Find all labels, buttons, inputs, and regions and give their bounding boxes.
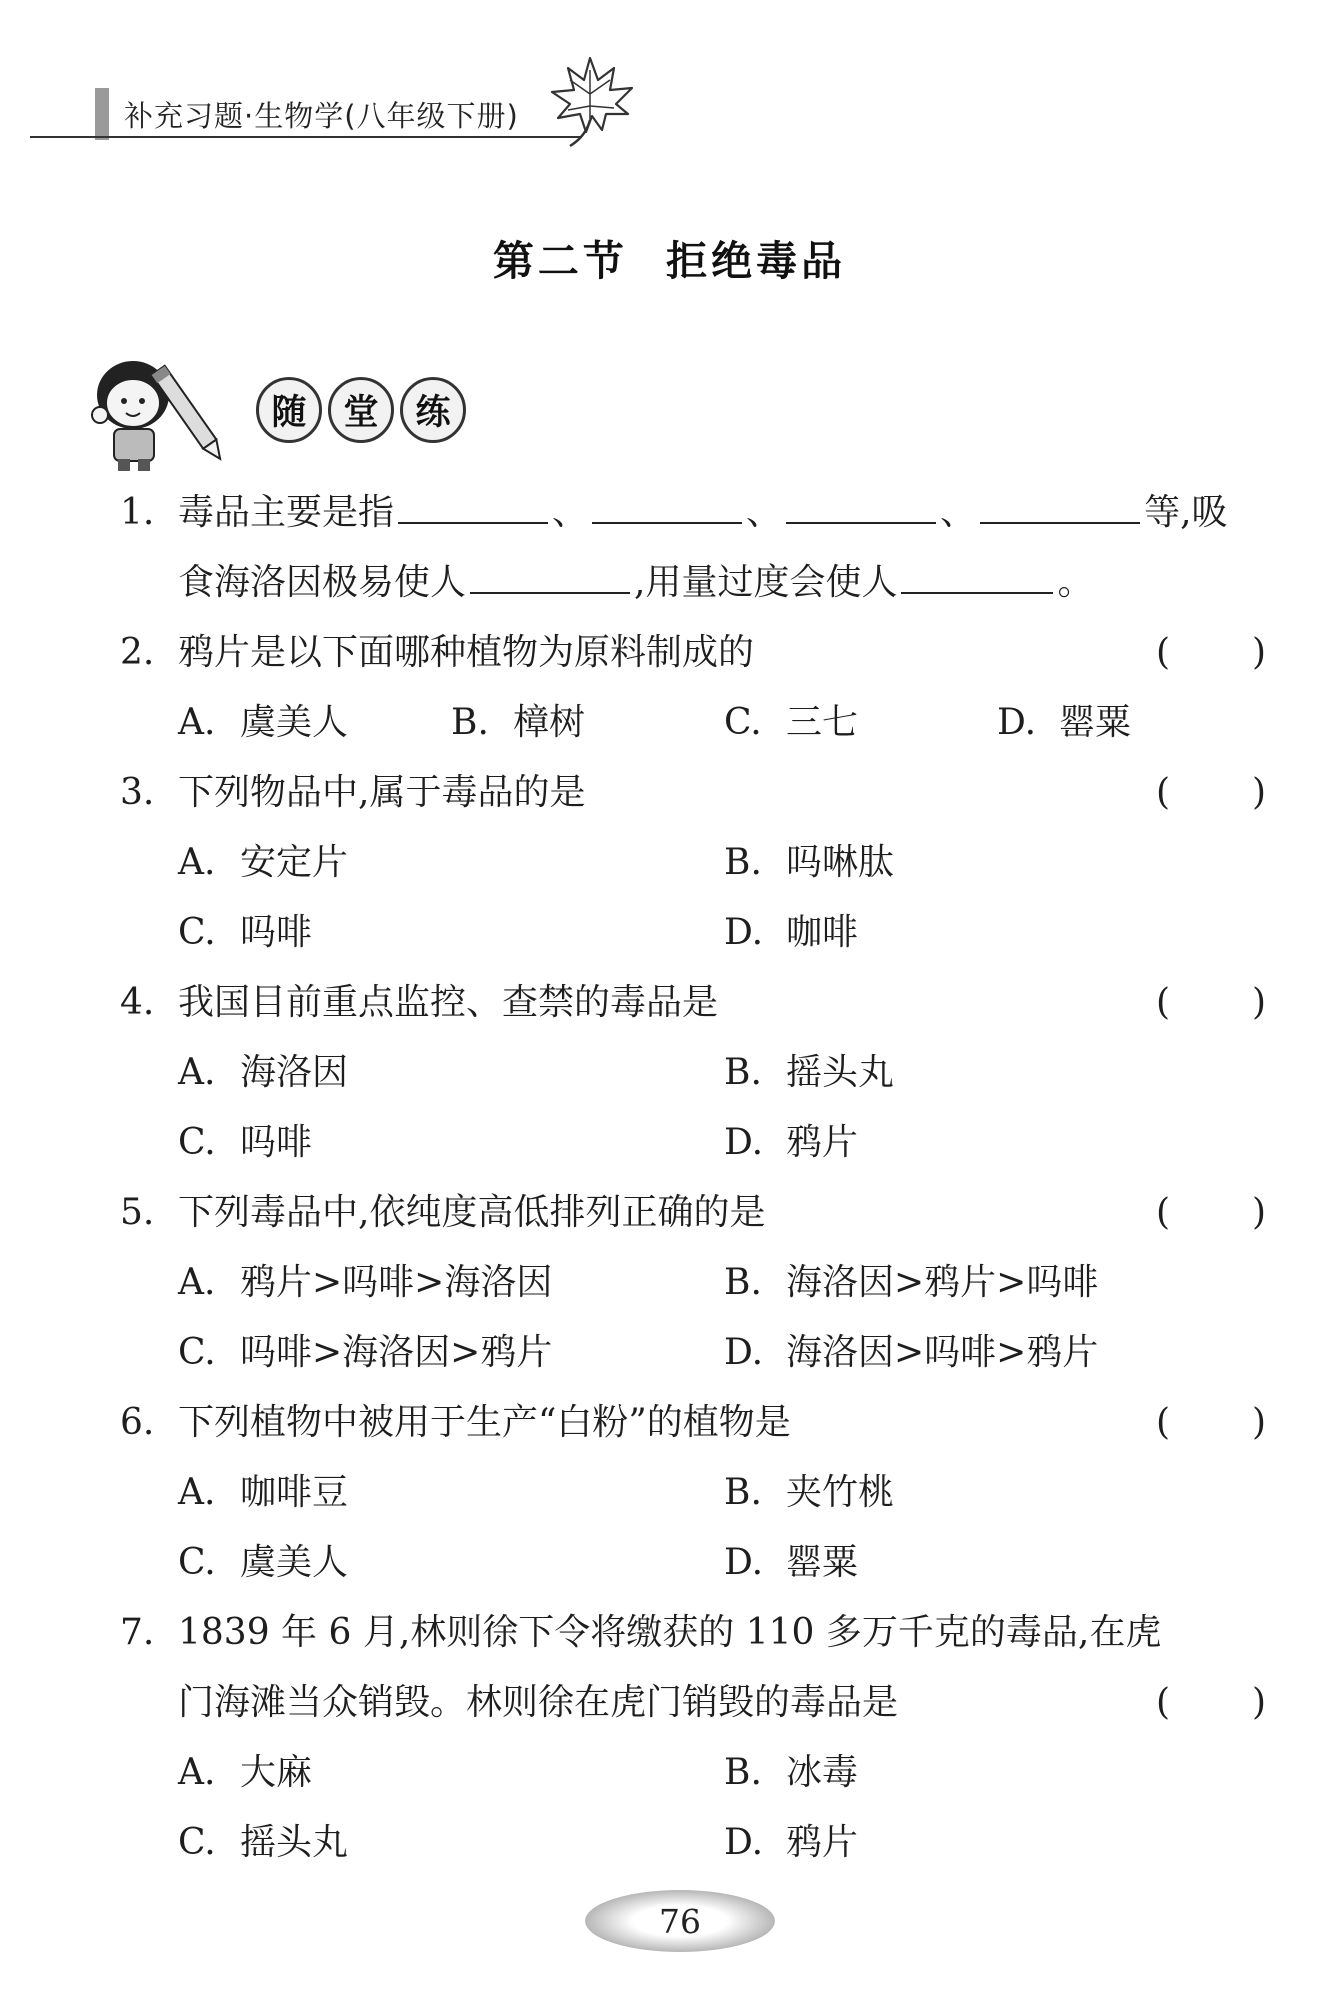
option-text: 安定片 bbox=[240, 842, 349, 883]
option-row bbox=[120, 1528, 1270, 1598]
answer-parentheses[interactable] bbox=[1156, 968, 1270, 1038]
question-text: 下列毒品中,依纯度高低排列正确的是 bbox=[178, 1192, 766, 1233]
answer-blank[interactable] bbox=[470, 552, 630, 594]
option-letter: B. bbox=[451, 702, 489, 743]
question-text: 食海洛因极易使人 bbox=[178, 562, 467, 603]
page-number: 76 bbox=[585, 1890, 775, 1952]
option-b[interactable] bbox=[724, 1458, 1270, 1528]
option-row bbox=[120, 1038, 1270, 1108]
option-text: 咖啡 bbox=[786, 912, 859, 953]
paren-open: ( bbox=[1156, 632, 1171, 673]
option-a[interactable] bbox=[178, 1038, 724, 1108]
question-text: 1839 年 6 月,林则徐下令将缴获的 110 多万千克的毒品,在虎 bbox=[178, 1612, 1162, 1653]
question-number: 2. bbox=[120, 632, 155, 673]
question-7-line-2 bbox=[120, 1668, 1270, 1738]
option-b[interactable] bbox=[724, 1738, 1270, 1808]
answer-parentheses[interactable] bbox=[1156, 758, 1270, 828]
option-text: 鸦片 bbox=[786, 1122, 859, 1163]
option-b[interactable] bbox=[451, 688, 724, 758]
question-number: 3. bbox=[120, 772, 155, 813]
option-text: 虞美人 bbox=[240, 1542, 349, 1583]
question-number: 5. bbox=[120, 1192, 155, 1233]
paren-open: ( bbox=[1156, 1402, 1171, 1443]
option-d[interactable] bbox=[997, 688, 1270, 758]
option-letter: A. bbox=[178, 702, 216, 743]
practice-badge: 练 bbox=[400, 377, 466, 443]
option-d[interactable] bbox=[724, 898, 1270, 968]
header-rule bbox=[30, 136, 582, 138]
option-letter: B. bbox=[724, 1052, 762, 1093]
option-text: 三七 bbox=[786, 702, 859, 743]
option-c[interactable] bbox=[724, 688, 997, 758]
option-letter: D. bbox=[724, 1822, 764, 1863]
paren-close: ) bbox=[1251, 982, 1266, 1023]
option-row bbox=[120, 1738, 1270, 1808]
option-text: 吗啡 bbox=[240, 1122, 313, 1163]
option-letter: C. bbox=[178, 1332, 216, 1373]
paren-open: ( bbox=[1156, 1192, 1171, 1233]
section-title: 第二节 拒绝毒品 bbox=[492, 237, 847, 285]
option-c[interactable] bbox=[178, 1528, 724, 1598]
option-letter: B. bbox=[724, 1752, 762, 1793]
option-text: 夹竹桃 bbox=[786, 1472, 895, 1513]
option-text: 虞美人 bbox=[240, 702, 349, 743]
paren-open: ( bbox=[1156, 772, 1171, 813]
question-text: 等,吸 bbox=[1144, 492, 1228, 533]
option-letter: D. bbox=[724, 1122, 764, 1163]
option-b[interactable] bbox=[724, 1248, 1270, 1318]
option-d[interactable] bbox=[724, 1108, 1270, 1178]
option-a[interactable] bbox=[178, 1248, 724, 1318]
option-row bbox=[120, 1458, 1270, 1528]
question-1-line-2 bbox=[120, 548, 1270, 618]
option-text: 海洛因>鸦片>吗啡 bbox=[786, 1262, 1099, 1303]
option-text: 樟树 bbox=[513, 702, 586, 743]
answer-blank[interactable] bbox=[398, 482, 548, 524]
paren-close: ) bbox=[1251, 1192, 1266, 1233]
option-a[interactable] bbox=[178, 688, 451, 758]
question-text: 毒品主要是指 bbox=[178, 492, 395, 533]
option-c[interactable] bbox=[178, 1318, 724, 1388]
option-letter: B. bbox=[724, 1262, 762, 1303]
option-c[interactable] bbox=[178, 1108, 724, 1178]
option-letter: C. bbox=[724, 702, 762, 743]
option-text: 鸦片>吗啡>海洛因 bbox=[240, 1262, 553, 1303]
option-row bbox=[120, 1248, 1270, 1318]
header-bar bbox=[95, 88, 109, 140]
question-text: 鸦片是以下面哪种植物为原料制成的 bbox=[178, 632, 755, 673]
option-text: 鸦片 bbox=[786, 1822, 859, 1863]
question-text: 。 bbox=[1057, 562, 1094, 603]
option-letter: A. bbox=[178, 1262, 216, 1303]
option-text: 大麻 bbox=[240, 1752, 313, 1793]
question-text: ,用量过度会使人 bbox=[634, 562, 898, 603]
question-5 bbox=[120, 1178, 1270, 1248]
practice-badges bbox=[256, 377, 466, 443]
option-text: 吗啡>海洛因>鸦片 bbox=[240, 1332, 553, 1373]
option-letter: D. bbox=[997, 702, 1037, 743]
option-row bbox=[120, 1108, 1270, 1178]
option-row bbox=[120, 828, 1270, 898]
student-with-pencil-icon bbox=[88, 353, 228, 475]
separator: 、 bbox=[552, 492, 589, 533]
option-c[interactable] bbox=[178, 1808, 724, 1878]
answer-parentheses[interactable] bbox=[1156, 1668, 1270, 1738]
answer-parentheses[interactable] bbox=[1156, 1178, 1270, 1248]
option-b[interactable] bbox=[724, 1038, 1270, 1108]
option-letter: D. bbox=[724, 1542, 764, 1583]
option-letter: C. bbox=[178, 1542, 216, 1583]
question-7 bbox=[120, 1598, 1270, 1668]
question-text: 下列植物中被用于生产“白粉”的植物是 bbox=[178, 1402, 791, 1443]
practice-badge: 堂 bbox=[328, 377, 394, 443]
answer-parentheses[interactable] bbox=[1156, 1388, 1270, 1458]
option-text: 咖啡豆 bbox=[240, 1472, 349, 1513]
option-d[interactable] bbox=[724, 1318, 1270, 1388]
option-text: 冰毒 bbox=[786, 1752, 859, 1793]
option-text: 吗啉肽 bbox=[786, 842, 895, 883]
question-list bbox=[120, 478, 1270, 1878]
option-a[interactable] bbox=[178, 1458, 724, 1528]
option-row bbox=[120, 1318, 1270, 1388]
option-letter: D. bbox=[724, 1332, 764, 1373]
header-title: 补充习题·生物学(八年级下册) bbox=[124, 99, 519, 133]
paren-open: ( bbox=[1156, 982, 1171, 1023]
question-4 bbox=[120, 968, 1270, 1038]
answer-blank[interactable] bbox=[786, 482, 936, 524]
question-number: 6. bbox=[120, 1402, 155, 1443]
question-text: 下列物品中,属于毒品的是 bbox=[178, 772, 586, 813]
option-text: 罂粟 bbox=[1059, 702, 1132, 743]
separator: 、 bbox=[940, 492, 977, 533]
question-text: 我国目前重点监控、查禁的毒品是 bbox=[178, 982, 719, 1023]
paren-open: ( bbox=[1156, 1682, 1171, 1723]
question-6 bbox=[120, 1388, 1270, 1458]
option-a[interactable] bbox=[178, 1738, 724, 1808]
option-letter: A. bbox=[178, 1752, 216, 1793]
question-number: 1. bbox=[120, 492, 155, 533]
practice-badge: 随 bbox=[256, 377, 322, 443]
option-letter: C. bbox=[178, 1822, 216, 1863]
option-text: 摇头丸 bbox=[240, 1822, 349, 1863]
question-number: 4. bbox=[120, 982, 155, 1023]
question-text: 门海滩当众销毁。林则徐在虎门销毁的毒品是 bbox=[178, 1682, 899, 1723]
option-row bbox=[120, 1808, 1270, 1878]
question-number: 7. bbox=[120, 1612, 155, 1653]
answer-blank[interactable] bbox=[901, 552, 1053, 594]
option-row bbox=[120, 688, 1270, 758]
option-b[interactable] bbox=[724, 828, 1270, 898]
option-text: 摇头丸 bbox=[786, 1052, 895, 1093]
option-text: 海洛因>吗啡>鸦片 bbox=[786, 1332, 1099, 1373]
option-text: 海洛因 bbox=[240, 1052, 349, 1093]
separator: 、 bbox=[746, 492, 783, 533]
option-text: 吗啡 bbox=[240, 912, 313, 953]
option-d[interactable] bbox=[724, 1808, 1270, 1878]
paren-close: ) bbox=[1251, 632, 1266, 673]
option-letter: C. bbox=[178, 912, 216, 953]
option-letter: C. bbox=[178, 1122, 216, 1163]
question-3 bbox=[120, 758, 1270, 828]
answer-parentheses[interactable] bbox=[1156, 618, 1270, 688]
option-letter: B. bbox=[724, 1472, 762, 1513]
question-2 bbox=[120, 618, 1270, 688]
option-d[interactable] bbox=[724, 1528, 1270, 1598]
answer-blank[interactable] bbox=[980, 482, 1140, 524]
option-letter: A. bbox=[178, 842, 216, 883]
paren-close: ) bbox=[1251, 1402, 1266, 1443]
option-letter: A. bbox=[178, 1052, 216, 1093]
option-c[interactable] bbox=[178, 898, 724, 968]
option-text: 罂粟 bbox=[786, 1542, 859, 1583]
option-letter: B. bbox=[724, 842, 762, 883]
option-letter: D. bbox=[724, 912, 764, 953]
question-1 bbox=[120, 478, 1270, 548]
option-row bbox=[120, 898, 1270, 968]
paren-close: ) bbox=[1251, 1682, 1266, 1723]
option-letter: A. bbox=[178, 1472, 216, 1513]
answer-blank[interactable] bbox=[592, 482, 742, 524]
option-a[interactable] bbox=[178, 828, 724, 898]
maple-leaf-icon bbox=[540, 50, 640, 150]
paren-close: ) bbox=[1251, 772, 1266, 813]
